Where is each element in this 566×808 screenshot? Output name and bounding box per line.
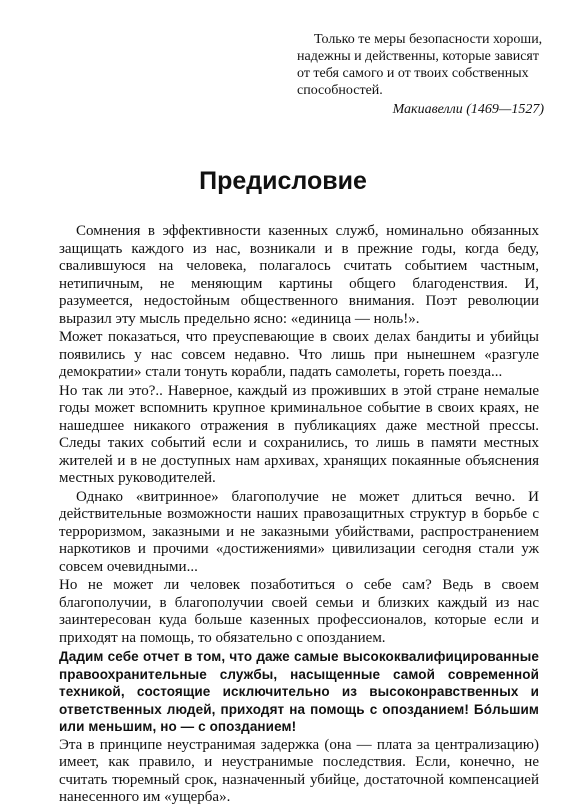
body-text: [59, 223, 539, 808]
epigraph-author: Макиавелли (1469—1527): [392, 102, 544, 117]
paragraph: Но не может ли человек позаботиться о себе сам? Ведь в своем благополучии, в благополучии своей семьи и близких каждый из нас заинтересован куда больше казенных профессионалов, которые если и приходят на помощь, то обязательно с опозданием.: [59, 577, 539, 646]
paragraph: Сомнения в эффективности казенных служб, номинально обязанных защищать каждого из нас, возникали и в прежние годы, когда беду, свалившуюся на человека, полагалось считать событием частным, нетипичным, не меняющим картины общего благоденствия. И, разумеется, недостойным общественного внимания. Поэт революции выразил эту мысль предельно ясно: «единица — ноль!».: [59, 223, 539, 327]
paragraph: Может показаться, что преуспевающие в своих делах бандиты и убийцы появились у нас совсем недавно. Что лишь при нынешнем «разгуле демократии» стали тонуть корабли, падать самолеты, гореть поезда...: [59, 329, 539, 380]
paragraph: Но так ли это?.. Наверное, каждый из проживших в этой стране немалые годы может вспомнить крупное криминальное событие в своих краях, не нашедшее никакого отражения в публикациях даже местной прессы. Следы таких событий если и сохранились, то лишь в памяти местных жителей и в не доступных нам архивах, хранящих покаянные объяснения местных руководителей.: [59, 382, 539, 486]
paragraph: Эта в принципе неустранимая задержка (она — плата за централизацию) имеет, как правило, и неустранимые последствия. Если, конечно, не считать тюремный срок, назначенный убийце, достаточной компенсацией нанесенного им «ущерба».: [59, 736, 539, 805]
epigraph-quote: Только те меры безопасности хороши, надежны и действенны, которые зависят от тебя самого и от твоих собственных способностей.: [297, 32, 543, 98]
paragraph-emphasis: Дадим себе отчет в том, что даже самые высококвалифицированные правоохранительные службы, насыщенные самой современной техникой, состоящие исключительно из высоконравственных и ответственных людей, приходят на помощь с опозданием! Бóльшим или меньшим, но — с опозданием!: [59, 649, 539, 734]
epigraph: [297, 31, 544, 118]
paragraph: Однако «витринное» благополучие не может длиться вечно. И действительные возможности наших правозащитных структур в борьбе с терроризмом, заказными и не заказными убийствами, распространением наркотиков и прочими «достижениями» цивилизации сегодня стали уж совсем очевидными...: [59, 488, 539, 575]
page-title: Предисловие: [199, 167, 367, 195]
